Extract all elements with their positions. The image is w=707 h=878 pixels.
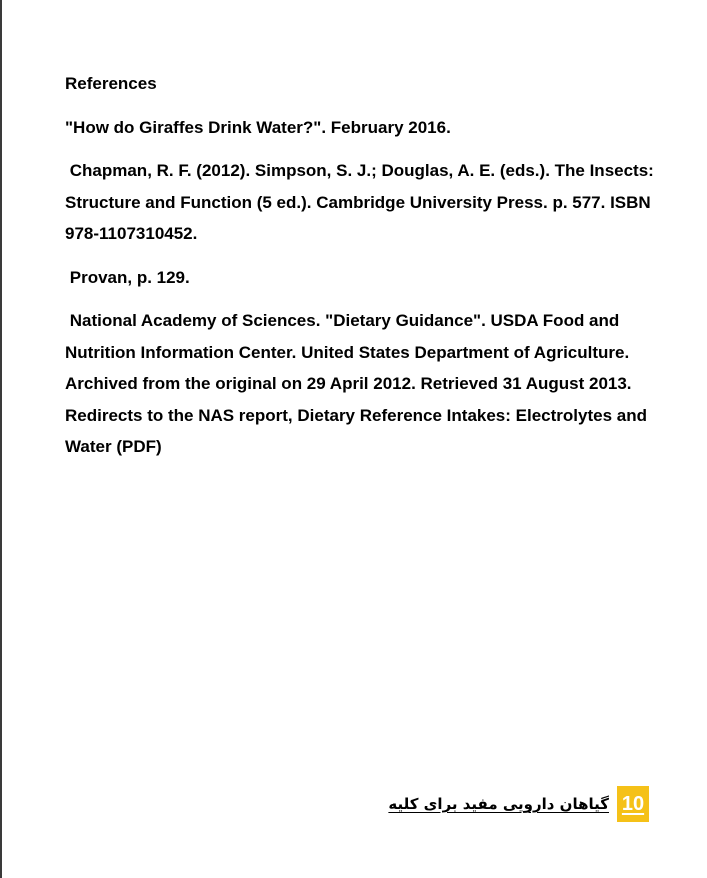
page-number-badge: 10 (617, 786, 649, 822)
reference-item: "How do Giraffes Drink Water?". February 2016. (65, 117, 451, 137)
references-heading: References (65, 74, 157, 93)
reference-item: Provan, p. 129. (65, 267, 190, 287)
reference-item: Chapman, R. F. (2012). Simpson, S. J.; Douglas, A. E. (eds.). The Insects: Structure and Function (5 ed.). Cambridge University Press. p. 577. ISBN 978-1107310452. (65, 161, 659, 243)
footer-title: گیاهان دارویی مفید برای کلیه (388, 795, 609, 813)
document-body (65, 68, 659, 475)
reference-item: National Academy of Sciences. "Dietary Guidance". USDA Food and Nutrition Information Center. United States Department of Agriculture. Archived from the original on 29 April 2012. Retrieved 31 August 2013. Redirects to the NAS report, Dietary Reference Intakes: Electrolytes and Water (PDF) (65, 311, 652, 456)
page-left-border (0, 0, 2, 878)
page-footer (388, 786, 649, 822)
